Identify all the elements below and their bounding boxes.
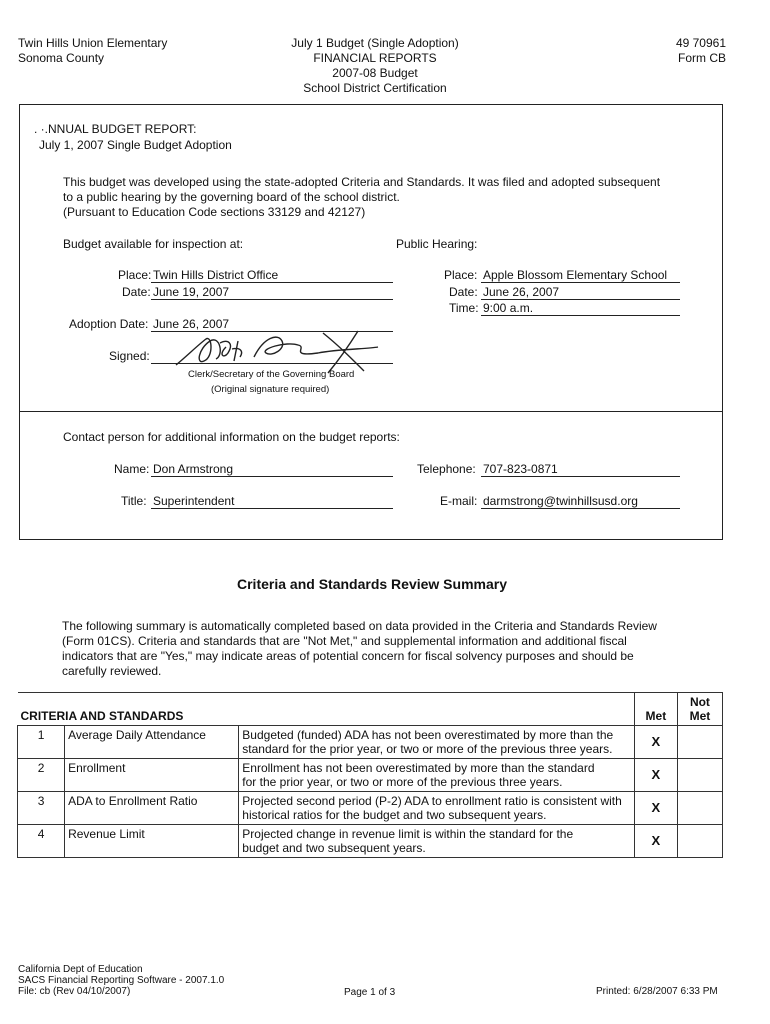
criteria-header: CRITERIA AND STANDARDS [18,693,635,726]
signer-caption: Clerk/Secretary of the Governing Board [188,369,355,380]
row-number: 2 [18,759,65,792]
table-row [18,792,723,825]
telephone-label: Telephone: [417,462,476,476]
not-met-header: Not Met [677,693,722,726]
table-row [18,759,723,792]
row-not-met [677,825,722,858]
adoption-heading: July 1, 2007 Single Budget Adoption [39,138,232,152]
hearing-place-field: Apple Blossom Elementary School [481,268,680,283]
hearing-place-label: Place: [444,268,478,282]
adoption-date-field: June 26, 2007 [151,317,393,332]
form-header [676,36,726,66]
date-label: Date: [122,285,151,299]
budget-year: 2007-08 Budget [332,66,418,80]
row-description: Budgeted (funded) ADA has not been overestimated by more than the standard for the prior year, or two or more of the previous three years. [239,726,635,759]
annual-report-heading: . ·.NNUAL BUDGET REPORT: [34,122,197,136]
row-description: Enrollment has not been overestimated by more than the standard for the prior year, or two or more of the previous three years. [239,759,635,792]
row-not-met [677,759,722,792]
email-label: E-mail: [440,494,478,508]
contact-intro: Contact person for additional information on the budget reports: [63,430,400,444]
table-row [18,726,723,759]
row-description: Projected second period (P-2) ADA to enrollment ratio is consistent with historical ratios for the budget and two subsequent years. [239,792,635,825]
criteria-table [17,692,723,858]
place-label: Place: [118,268,152,282]
hearing-date-label: Date: [449,285,478,299]
inspection-date-field: June 19, 2007 [151,285,393,300]
certification-box [19,104,723,540]
contact-title-label: Title: [121,494,147,508]
county-name: Sonoma County [18,51,105,65]
adoption-date-label: Adoption Date: [69,317,149,331]
row-not-met [677,726,722,759]
signer-note: (Original signature required) [211,384,330,395]
contact-name-field: Don Armstrong [151,462,393,477]
row-number: 3 [18,792,65,825]
box-divider [20,411,722,412]
email-field: darmstrong@twinhillsusd.org [481,494,680,509]
footer-source: California Dept of Education SACS Financial Reporting Software - 2007.1.0 File: cb (Rev 04/10/2007) [18,964,225,997]
summary-title: Criteria and Standards Review Summary [237,576,507,592]
inspection-place-field: Twin Hills District Office [151,268,393,283]
row-number: 4 [18,825,65,858]
row-met: X [634,726,677,759]
report-type: FINANCIAL REPORTS [313,51,437,65]
intro-paragraph: This budget was developed using the state-adopted Criteria and Standards. It was filed and adopted subsequent to a public hearing by the governing board of the school district. (Pursuant to Education Code sections 33129 and 42127) [63,175,661,219]
met-header: Met [634,693,677,726]
printed-timestamp: Printed: 6/28/2007 6:33 PM [596,986,718,997]
row-met: X [634,759,677,792]
district-header [18,36,167,66]
certification-label: School District Certification [303,81,447,95]
report-title: July 1 Budget (Single Adoption) [291,36,459,50]
row-criterion: Enrollment [65,759,239,792]
page-number: Page 1 of 3 [344,987,396,998]
summary-paragraph: The following summary is automatically completed based on data provided in the Criteria and Standards Review (Form 01CS). Criteria and standards that are "Not Met," and supplemental information and additional fiscal indicators that are "Yes," may indicate areas of potential concern for fiscal solvency purposes and should be carefully reviewed. [62,619,657,678]
hearing-time-label: Time: [449,301,479,315]
hearing-label: Public Hearing: [396,237,478,251]
district-name: Twin Hills Union Elementary [18,36,168,50]
telephone-field: 707-823-0871 [481,462,680,477]
contact-name-label: Name: [114,462,150,476]
report-header [240,36,510,96]
row-criterion: Average Daily Attendance [65,726,239,759]
criteria-header-row [18,693,723,726]
signed-label: Signed: [109,349,150,363]
row-description: Projected change in revenue limit is within the standard for the budget and two subsequent years. [239,825,635,858]
row-met: X [634,825,677,858]
row-criterion: Revenue Limit [65,825,239,858]
form-code: Form CB [678,51,726,65]
hearing-date-field: June 26, 2007 [481,285,680,300]
row-met: X [634,792,677,825]
district-code: 49 70961 [675,36,726,50]
inspection-label: Budget available for inspection at: [63,237,244,251]
table-row [18,825,723,858]
row-criterion: ADA to Enrollment Ratio [65,792,239,825]
hearing-time-field: 9:00 a.m. [481,301,680,316]
row-not-met [677,792,722,825]
contact-title-field: Superintendent [151,494,393,509]
row-number: 1 [18,726,65,759]
